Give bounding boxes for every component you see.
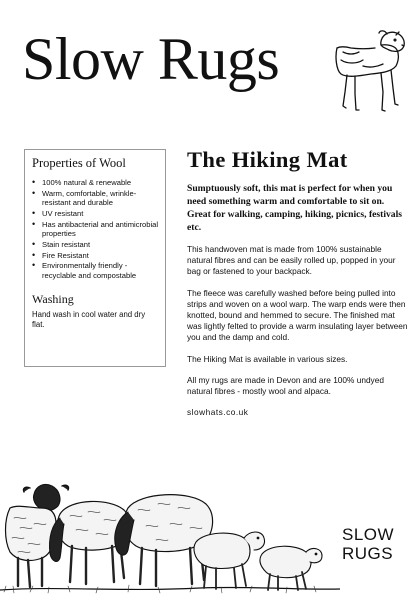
properties-heading: Properties of Wool <box>32 156 126 170</box>
body-paragraph: The fleece was carefully washed before being pulled into strips and woven on a wool warp. The warp ends were then knotted, bound and hemmed to secure. The finished mat was lightly felted to provide a warm insulating layer between you and the damp and cold. <box>187 287 408 343</box>
body-paragraph: This handwoven mat is made from 100% sustainable natural fibres and can be easily rolled up, popped in your bag or fastened to your backpack. <box>187 244 396 277</box>
list-item: • Environmentally friendly - recyclable and compostable <box>32 261 159 280</box>
logo-line: RUGS <box>342 544 394 563</box>
logo-line: SLOW <box>342 525 395 544</box>
body-paragraph: All my rugs are made in Devon and are 100% undyed natural fibres - mostly wool and alpaca. <box>187 374 384 397</box>
website-link[interactable]: slowhats.co.uk <box>187 407 249 418</box>
properties-list <box>32 178 159 280</box>
list-item: • 100% natural & renewable <box>32 178 159 187</box>
list-item: • UV resistant <box>32 209 159 218</box>
list-item: • Stain resistant <box>32 240 159 249</box>
product-description <box>187 147 409 418</box>
slow-rugs-logo <box>342 525 406 563</box>
product-title: The Hiking Mat <box>187 147 348 172</box>
body-paragraph: The Hiking Mat is available in various sizes. <box>187 353 348 364</box>
list-item: • Fire Resistant <box>32 251 159 260</box>
list-item: • Has antibacterial and antimicrobial properties <box>32 220 159 239</box>
wool-properties-panel <box>24 149 166 367</box>
washing-text: Hand wash in cool water and dry flat. <box>32 309 146 329</box>
list-item: • Warm, comfortable, wrinkle-resistant and durable <box>32 189 159 208</box>
sheep-flock-illustration <box>0 468 340 595</box>
brand-title: Slow Rugs <box>22 26 280 92</box>
washing-heading: Washing <box>32 291 74 306</box>
sheep-drawing-icon <box>333 30 407 116</box>
lead-paragraph: Sumptuously soft, this mat is perfect for when you need something warm and comfortable to sit on. Great for walking, camping, hiking, picnics, festivals etc. <box>187 183 402 233</box>
